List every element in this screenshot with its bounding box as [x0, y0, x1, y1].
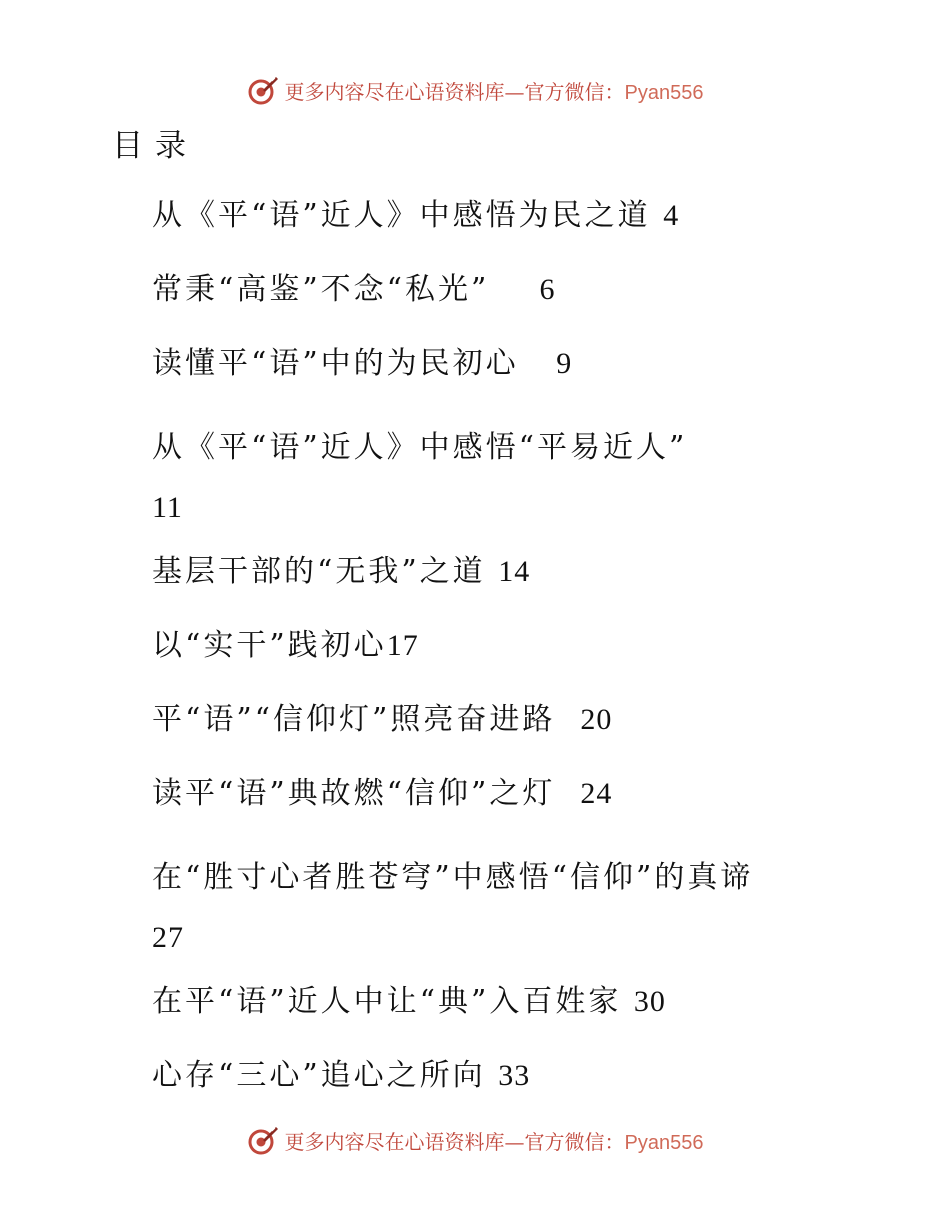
toc-list [152, 196, 842, 1130]
toc-entry[interactable] [152, 344, 842, 384]
toc-entry-page: 33 [498, 1059, 531, 1092]
toc-entry[interactable] [152, 848, 842, 968]
toc-entry-page: 6 [539, 273, 556, 306]
toc-entry-title: 读平“语”典故燃“信仰”之灯 [152, 776, 581, 811]
footer-banner [0, 1120, 950, 1160]
toc-entry[interactable] [152, 418, 842, 538]
toc-entry-title: 常秉“高鉴”不念“私光” [152, 272, 540, 307]
pen-logo-icon [247, 1124, 279, 1156]
toc-entry-page: 17 [386, 629, 419, 662]
toc-entry-title: 在平“语”近人中让“典”入百姓家 [152, 984, 634, 1019]
toc-entry-title: 从《平“语”近人》中感悟“平易近人” [152, 430, 688, 465]
toc-entry-title: 读懂平“语”中的为民初心 [152, 346, 557, 381]
toc-entry-title: 平“语”“信仰灯”照亮奋进路 [152, 702, 581, 737]
toc-title: 目录 [112, 128, 198, 164]
toc-entry-page: 20 [580, 703, 613, 736]
toc-entry[interactable] [152, 774, 842, 814]
toc-entry[interactable] [152, 196, 842, 236]
toc-entry[interactable] [152, 626, 842, 666]
toc-entry-page: 11 [152, 491, 183, 524]
toc-entry[interactable] [152, 982, 842, 1022]
toc-entry-page: 4 [663, 199, 680, 232]
toc-entry-page: 9 [556, 347, 573, 380]
toc-entry-title: 心存“三心”追心之所向 [152, 1058, 499, 1093]
toc-entry-title: 基层干部的“无我”之道 [152, 554, 499, 589]
toc-entry-page: 14 [498, 555, 531, 588]
footer-banner-text: 更多内容尽在心语资料库—官方微信：Pyan556 [284, 1129, 704, 1154]
toc-entry-title: 从《平“语”近人》中感悟为民之道 [152, 198, 664, 233]
toc-entry-page: 30 [633, 985, 666, 1018]
header-banner [0, 70, 950, 110]
footer-banner-id: Pyan556 [624, 1131, 704, 1154]
header-banner-text: 更多内容尽在心语资料库—官方微信：Pyan556 [284, 79, 704, 104]
toc-entry-page: 24 [580, 777, 613, 810]
toc-entry[interactable] [152, 700, 842, 740]
toc-entry[interactable] [152, 552, 842, 592]
toc-entry-title: 以“实干”践初心 [152, 628, 387, 663]
toc-entry-title: 在“胜寸心者胜苍穹”中感悟“信仰”的真谛 [152, 860, 754, 895]
toc-entry[interactable] [152, 1056, 842, 1096]
header-banner-id: Pyan556 [624, 81, 704, 104]
toc-entry-page: 27 [152, 921, 184, 954]
pen-logo-icon [247, 74, 279, 106]
toc-entry[interactable] [152, 270, 842, 310]
